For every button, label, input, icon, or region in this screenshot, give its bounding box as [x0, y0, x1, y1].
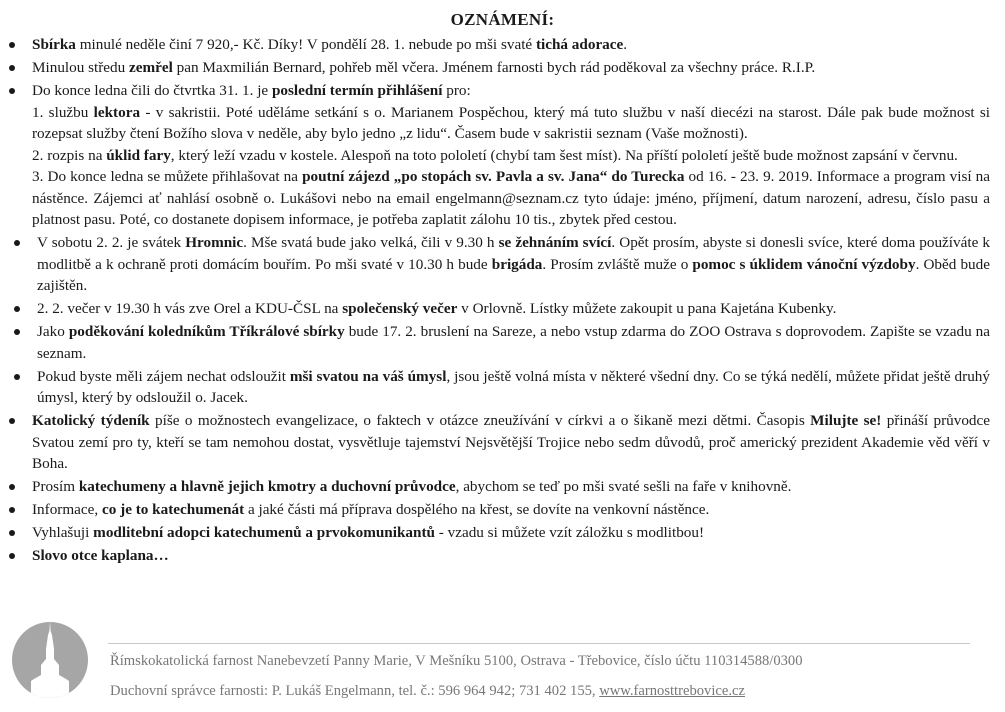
bullet-icon [14, 374, 20, 380]
emphasis-text: Hromnic [185, 234, 244, 251]
body-text: . [623, 36, 628, 53]
emphasis-text: tichá adorace [535, 36, 624, 53]
emphasis-text: poutní zájezd „po stopách sv. Pavla a sv. Jana“ do Turecka [302, 168, 685, 185]
bullet-icon [9, 65, 15, 71]
body-text: V sobotu 2. 2. je svátek [37, 234, 186, 251]
announcement-text [32, 522, 990, 544]
sub-item [32, 102, 990, 145]
announcement-item [0, 57, 990, 79]
announcement-text [37, 298, 990, 320]
announcement-item [0, 34, 990, 56]
announcement-item [0, 321, 990, 364]
emphasis-text: společenský večer [342, 300, 458, 317]
body-text: . Mše svatá bude jako velká, čili v 9.30 h [243, 234, 499, 251]
announcement-item [0, 366, 990, 409]
body-text: Vyhlašuji [32, 524, 94, 541]
body-text: . Oběd bude zajištěn. [37, 255, 990, 294]
announcement-item [0, 80, 990, 231]
website-link[interactable]: www.farnosttrebovice.cz [599, 683, 745, 699]
announcement-item [0, 410, 990, 475]
announcement-text [37, 232, 990, 297]
emphasis-text: úklid fary [106, 146, 171, 164]
body-text: 2. rozpis na [32, 146, 107, 164]
body-text: v Orlovně. Lístky můžete zakoupit u pana Kajetána Kubenky. [457, 300, 837, 317]
bullet-icon [9, 507, 15, 513]
body-text: - vzadu si můžete vzít záložku s modlitbou! [434, 524, 705, 541]
announcement-text [32, 410, 990, 475]
bullet-icon [9, 553, 15, 559]
announcement-item [0, 545, 990, 567]
footer-contact-info [110, 683, 745, 700]
announcement-item [0, 232, 990, 297]
church-spire-logo-icon [11, 621, 89, 699]
emphasis-text: poděkování koledníkům Tříkrálové sbírky [68, 323, 345, 340]
announcement-text [37, 366, 990, 409]
emphasis-text: pomoc s úklidem vánoční výzdoby [692, 255, 916, 273]
sub-item [32, 145, 990, 167]
body-text: přináší průvodce Svatou zemí pro ty, kteří se tam nemohou dostat, vysvětluje tajemství Nejsvětější Trojice nebo sedm důvodů, proč americký prezident Akademie věd věří v Boha. [32, 412, 990, 472]
body-text: - v sakristii. Poté uděláme setkání s o. Marianem Pospěchou, který má tuto službu v naší diecézi na starost. Dále pak bude možnost si rozepsat služby čtení Božího slova v neděle, aby bylo jedno „z lidu“. Časem bude v sakristii seznam (Vaše možnosti). [32, 103, 990, 142]
bullet-icon [9, 88, 15, 94]
bullet-icon [9, 418, 15, 424]
announcement-text [37, 321, 990, 364]
emphasis-text: Katolický týdeník [32, 412, 150, 429]
bullet-icon [14, 240, 20, 246]
bullet-icon [9, 530, 15, 536]
body-text: minulé neděle činí 7 920,- Kč. Díky! V pondělí 28. 1. nebude po mši svaté [75, 36, 536, 53]
body-text: Informace, [32, 501, 102, 518]
announcement-text [32, 476, 990, 498]
emphasis-text: Slovo otce kaplana… [32, 547, 169, 564]
body-text: . Prosím zvláště muže o [542, 255, 693, 273]
sub-item [32, 166, 990, 231]
emphasis-text: co je to katechumenát [102, 501, 245, 518]
body-text: bude 17. 2. bruslení na Sareze, a nebo vstup zdarma do ZOO Ostrava s doprovodem. Zapište se vzadu na seznam. [37, 323, 990, 362]
body-text: pro: [442, 82, 471, 99]
bullet-icon [14, 306, 20, 312]
body-text: od 16. - 23. 9. 2019. Informace a program visí na nástěnce. Zájemci ať nahlásí osobně o. Lukášovi nebo na email engelmann@seznam.cz tyto údaje: jméno, příjmení, datum narození, adresu, číslo pasu a platnost pasu. Poté, co dostanete dopisem informace, je potřeba zaplatit zálohu 10 tis., zbytek před cestou. [32, 168, 990, 228]
announcement-text [32, 499, 990, 521]
body-text: Pokud byste měli zájem nechat odsloužit [37, 367, 290, 385]
emphasis-text: brigáda [491, 255, 543, 273]
announcement-text [32, 57, 990, 79]
announcement-item [0, 522, 990, 544]
body-text: , abychom se teď po mši svaté sešli na faře v knihovně. [455, 478, 792, 495]
announcement-text [32, 545, 990, 567]
announcement-item [0, 499, 990, 521]
emphasis-text: Sbírka [32, 36, 76, 53]
body-text: , který leží vzadu v kostele. Alespoň na toto pololetí (chybí tam šest míst). Na příští pololetí ještě bude možnost zapsání v červnu. [170, 146, 958, 164]
page-title: OZNÁMENÍ: [450, 10, 555, 29]
announcement-text [32, 80, 990, 102]
emphasis-text: katechumeny a hlavně jejich kmotry a duchovní průvodce [78, 478, 456, 495]
body-text: 1. službu [32, 103, 94, 121]
emphasis-text: mši svatou na váš úmysl [289, 367, 447, 385]
body-text: Do konce ledna čili do čtvrtka 31. 1. je [32, 82, 272, 99]
body-text: Prosím [32, 478, 79, 495]
emphasis-text: se žehnáním svící [498, 234, 612, 251]
bullet-icon [9, 42, 15, 48]
body-text: 3. Do konce ledna se můžete přihlašovat na [32, 168, 303, 185]
body-text: , jsou ještě volná místa v některé všední dny. Co se týká nedělí, můžete přidat ještě druhý úmysl, který by odsloužil o. Jacek. [37, 367, 990, 406]
body-text: píše o možnostech evangelizace, o faktech v otázce zneužívání v církvi a o šikaně mezi dětmi. Časopis [149, 412, 811, 429]
body-text: 2. 2. večer v 19.30 h vás zve Orel a KDU-ČSL na [37, 300, 343, 317]
emphasis-text: lektora [93, 103, 141, 121]
body-text: a jaké části má příprava dospělého na křest, se dovíte na venkovní nástěnce. [244, 501, 710, 518]
body-text: Minulou středu [32, 59, 130, 76]
bullet-icon [14, 329, 20, 335]
emphasis-text: zemřel [129, 59, 173, 76]
announcement-item [0, 476, 990, 498]
footer-divider [108, 643, 970, 644]
emphasis-text: poslední termín přihlášení [271, 82, 443, 99]
footer-contact-text: Duchovní správce farnosti: P. Lukáš Engelmann, tel. č.: 596 964 942; 731 402 155, [110, 683, 600, 699]
announcement-text [32, 34, 990, 56]
bullet-icon [9, 484, 15, 490]
body-text: pan Maxmilián Bernard, pohřeb měl včera. Jménem farnosti bych rád poděkoval za všechny práce. R.I.P. [172, 59, 816, 76]
announcement-item [0, 298, 990, 320]
emphasis-text: Milujte se! [810, 412, 882, 429]
body-text: Jako [37, 323, 69, 340]
announcement-list [0, 34, 990, 568]
emphasis-text: modlitební adopci katechumenů a prvokomunikantů [93, 524, 435, 541]
footer-parish-info: Římskokatolická farnost Nanebevzetí Panny Marie, V Mešníku 5100, Ostrava - Třebovice, číslo účtu 110314588/0300 [110, 653, 803, 669]
body-text: . Opět prosím, abyste si donesli svíce, které doma používáte k modlitbě a k ochraně proti domácím bouřím. Po mši svaté v 10.30 h bude [37, 234, 990, 273]
